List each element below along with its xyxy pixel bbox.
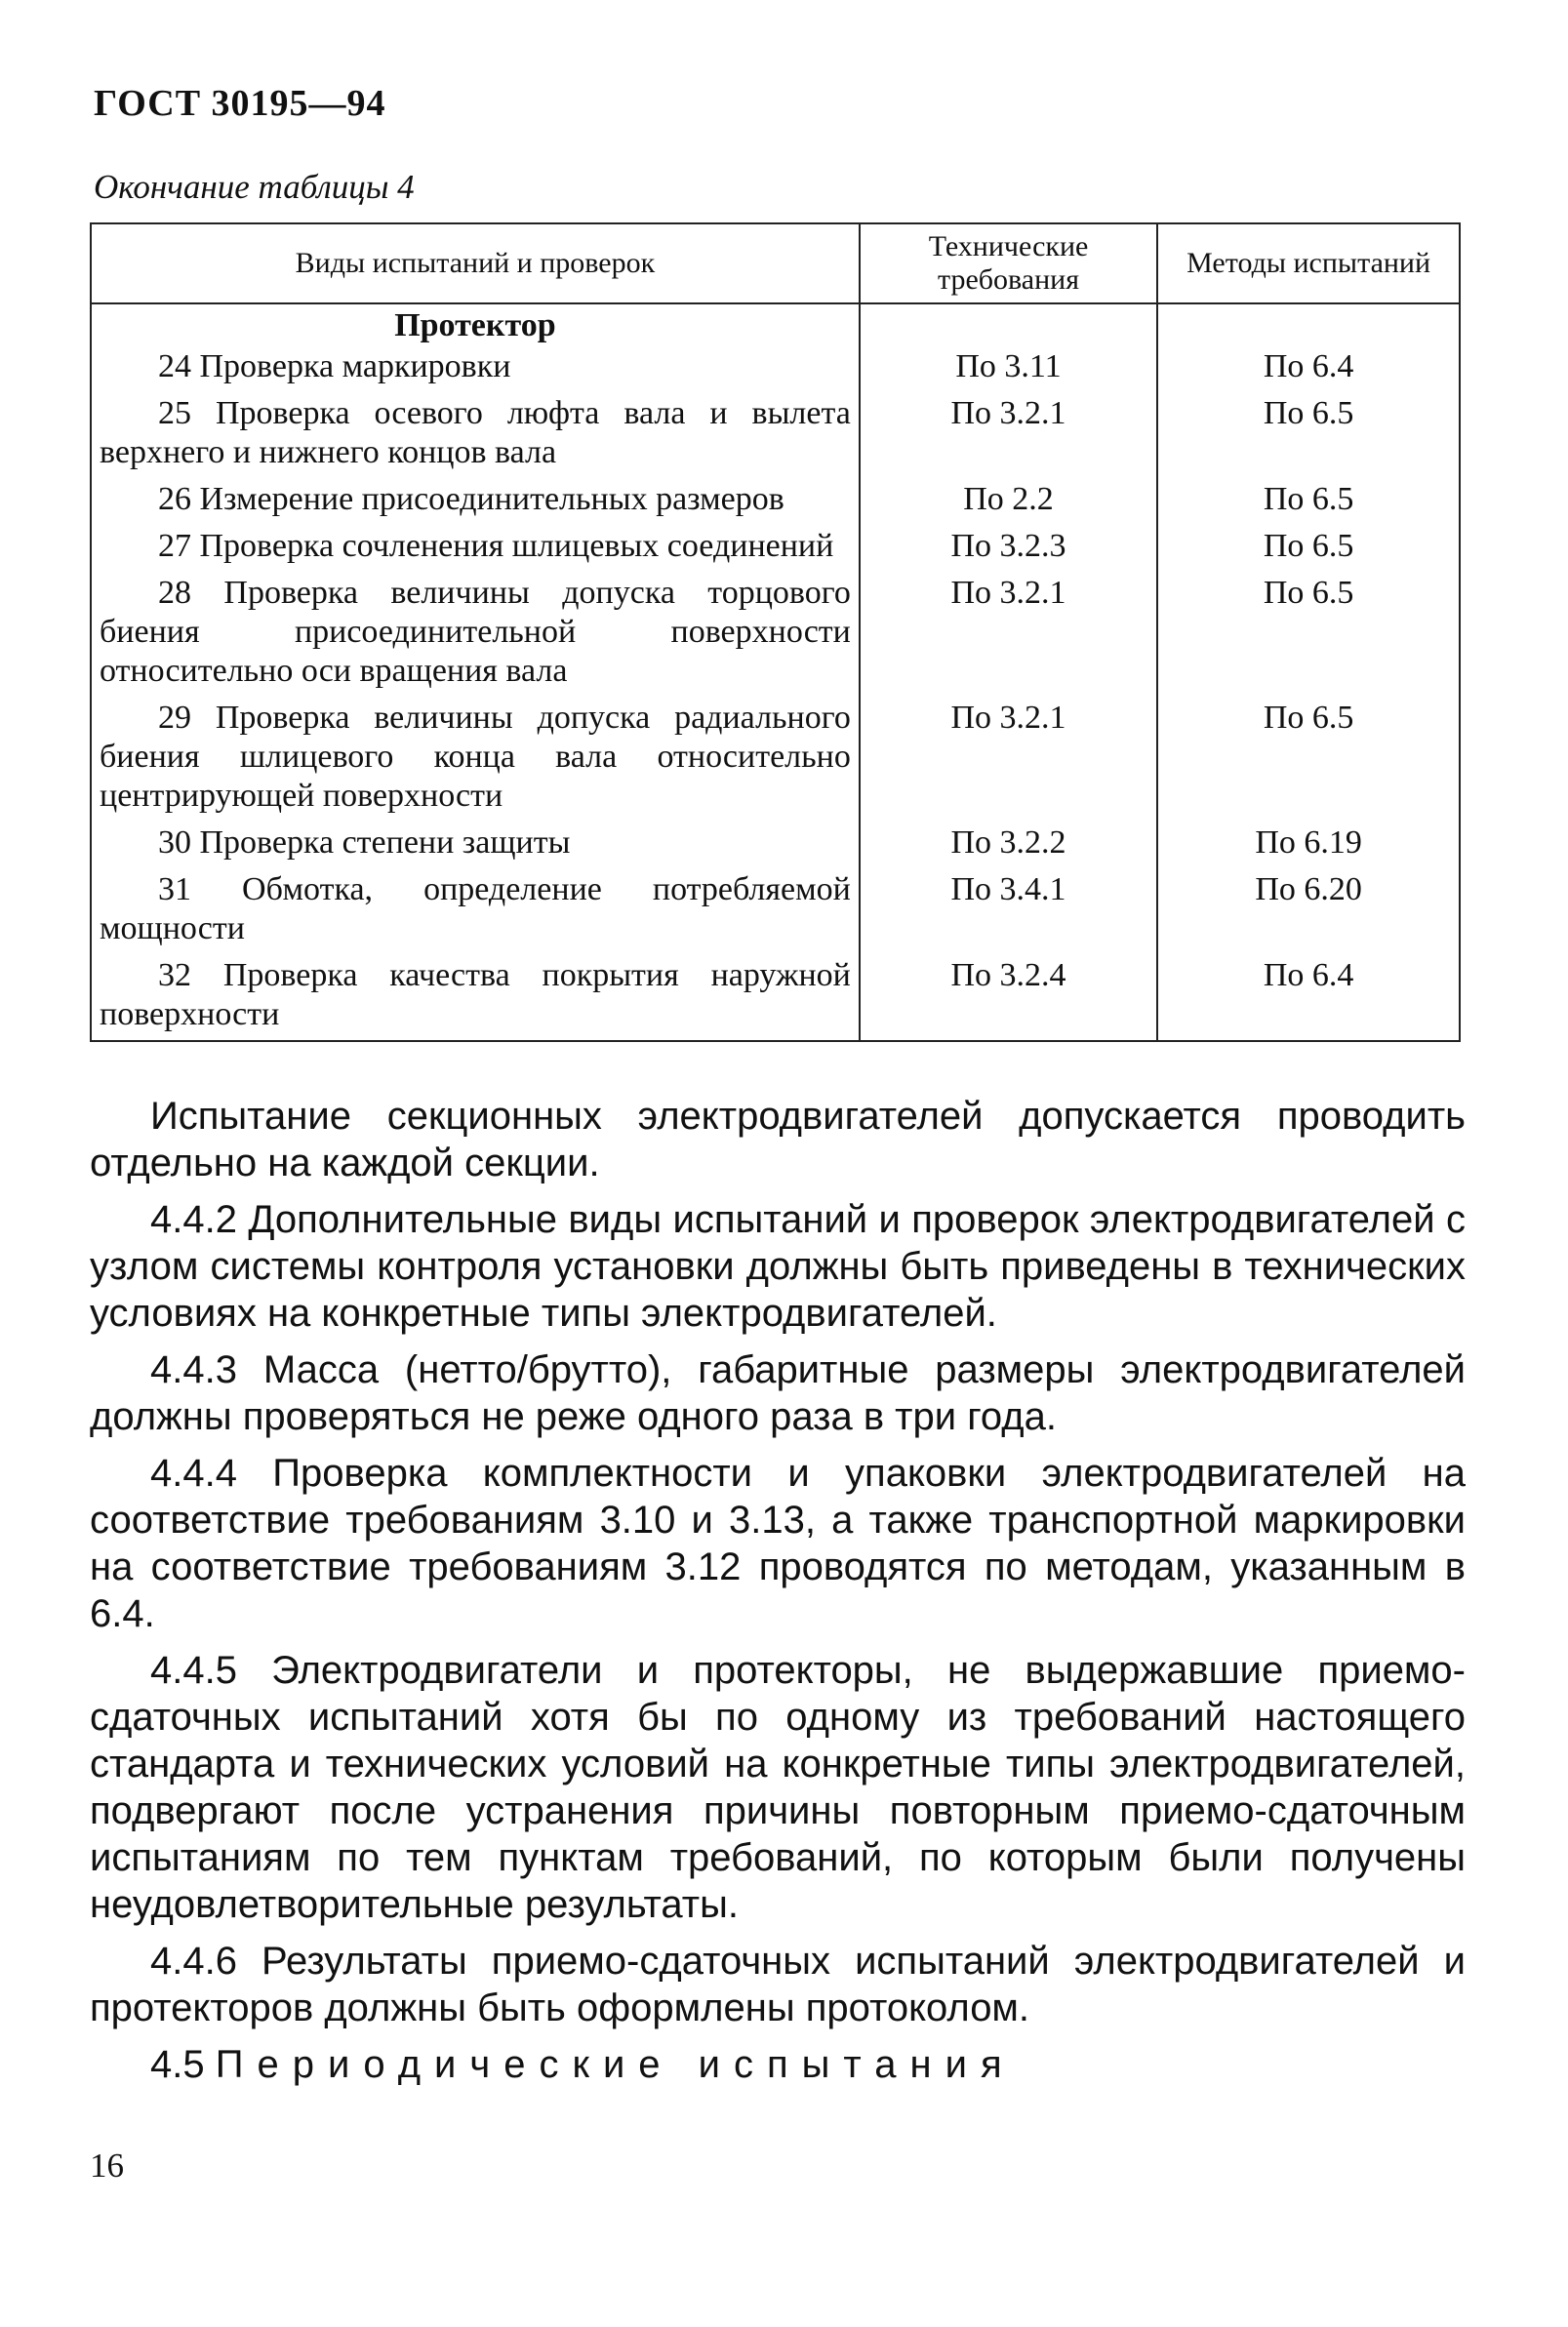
paragraph: 4.4.4 Проверка комплектности и упаковки электродвигателей на соответствие требованиям 3.10 и 3.13, а также транспортной маркировки на соответствие требованиям 3.12 проводятся по методам, указанным в 6.4. (90, 1452, 1466, 1635)
header-tests: Виды испытаний и проверок (91, 223, 860, 303)
requirement-cell: По 3.2.1 (860, 392, 1157, 478)
requirement-cell: По 3.2.1 (860, 572, 1157, 697)
page-number: 16 (90, 2146, 124, 2185)
requirement-cell: По 3.2.1 (860, 697, 1157, 822)
header-requirements: Технические требования (860, 223, 1157, 303)
group-empty-method (1157, 303, 1460, 345)
section-heading (90, 2041, 1466, 2088)
requirement-cell: По 3.2.2 (860, 822, 1157, 868)
paragraph: 4.4.5 Электродвигатели и протекторы, не выдержавшие приемо-сдаточных испытаний хотя бы по одному из требований настоящего стандарта и технических условий на конкретные типы электродвигателей, подвергают после устранения причины повторным приемо-сдаточным испытаниям по тем пунктам требований, по которым были получены неудовлетворительные результаты. (90, 1649, 1466, 1926)
section-title: Периодические испытания (215, 2043, 1016, 2086)
paragraph: 4.4.6 Результаты приемо-сдаточных испытаний электродвигателей и протекторов должны быть оформлены протоколом. (90, 1940, 1466, 2029)
requirement-cell: По 3.4.1 (860, 868, 1157, 954)
section-number: 4.5 (150, 2043, 205, 2086)
table-row (91, 345, 1460, 392)
table-row (91, 868, 1460, 954)
test-cell: 24 Проверка маркировки (91, 345, 860, 392)
paragraph: 4.4.3 Масса (нетто/брутто), габаритные размеры электродвигателей должны проверяться не реже одного раза в три года. (90, 1348, 1466, 1438)
paragraph: 4.4.2 Дополнительные виды испытаний и проверок электродвигателей с узлом системы контроля установки должны быть приведены в технических условиях на конкретные типы электродвигателей. (90, 1198, 1466, 1335)
requirement-cell: По 3.11 (860, 345, 1157, 392)
test-cell: 27 Проверка сочленения шлицевых соединений (91, 525, 860, 572)
method-cell: По 6.20 (1157, 868, 1460, 954)
test-cell: 32 Проверка качества покрытия наружной поверхности (91, 954, 860, 1041)
method-cell: По 6.4 (1157, 345, 1460, 392)
requirement-cell: По 3.2.4 (860, 954, 1157, 1041)
test-cell: 25 Проверка осевого люфта вала и вылета верхнего и нижнего концов вала (91, 392, 860, 478)
standard-header: ГОСТ 30195—94 (94, 83, 386, 124)
table-header-row (91, 223, 1460, 303)
test-cell: 26 Измерение присоединительных размеров (91, 478, 860, 525)
table-row (91, 478, 1460, 525)
group-empty-req (860, 303, 1157, 345)
requirement-cell: По 2.2 (860, 478, 1157, 525)
paragraph: Испытание секционных электродвигателей допускается проводить отдельно на каждой секции. (90, 1095, 1466, 1184)
body-text (90, 1093, 1466, 2098)
tests-table (90, 222, 1461, 1042)
table-row (91, 392, 1460, 478)
table-row (91, 572, 1460, 697)
group-title: Протектор (91, 303, 860, 345)
method-cell: По 6.5 (1157, 572, 1460, 697)
group-row (91, 303, 1460, 345)
method-cell: По 6.4 (1157, 954, 1460, 1041)
test-cell: 29 Проверка величины допуска радиального биения шлицевого конца вала относительно центрирующей поверхности (91, 697, 860, 822)
method-cell: По 6.5 (1157, 392, 1460, 478)
requirement-cell: По 3.2.3 (860, 525, 1157, 572)
table-row (91, 954, 1460, 1041)
method-cell: По 6.5 (1157, 478, 1460, 525)
test-cell: 28 Проверка величины допуска торцового биения присоединительной поверхности относительно оси вращения вала (91, 572, 860, 697)
method-cell: По 6.5 (1157, 697, 1460, 822)
method-cell: По 6.5 (1157, 525, 1460, 572)
table-row (91, 822, 1460, 868)
test-cell: 30 Проверка степени защиты (91, 822, 860, 868)
header-methods: Методы испытаний (1157, 223, 1460, 303)
test-cell: 31 Обмотка, определение потребляемой мощности (91, 868, 860, 954)
table-caption: Окончание таблицы 4 (94, 168, 415, 206)
method-cell: По 6.19 (1157, 822, 1460, 868)
table-row (91, 525, 1460, 572)
table-row (91, 697, 1460, 822)
